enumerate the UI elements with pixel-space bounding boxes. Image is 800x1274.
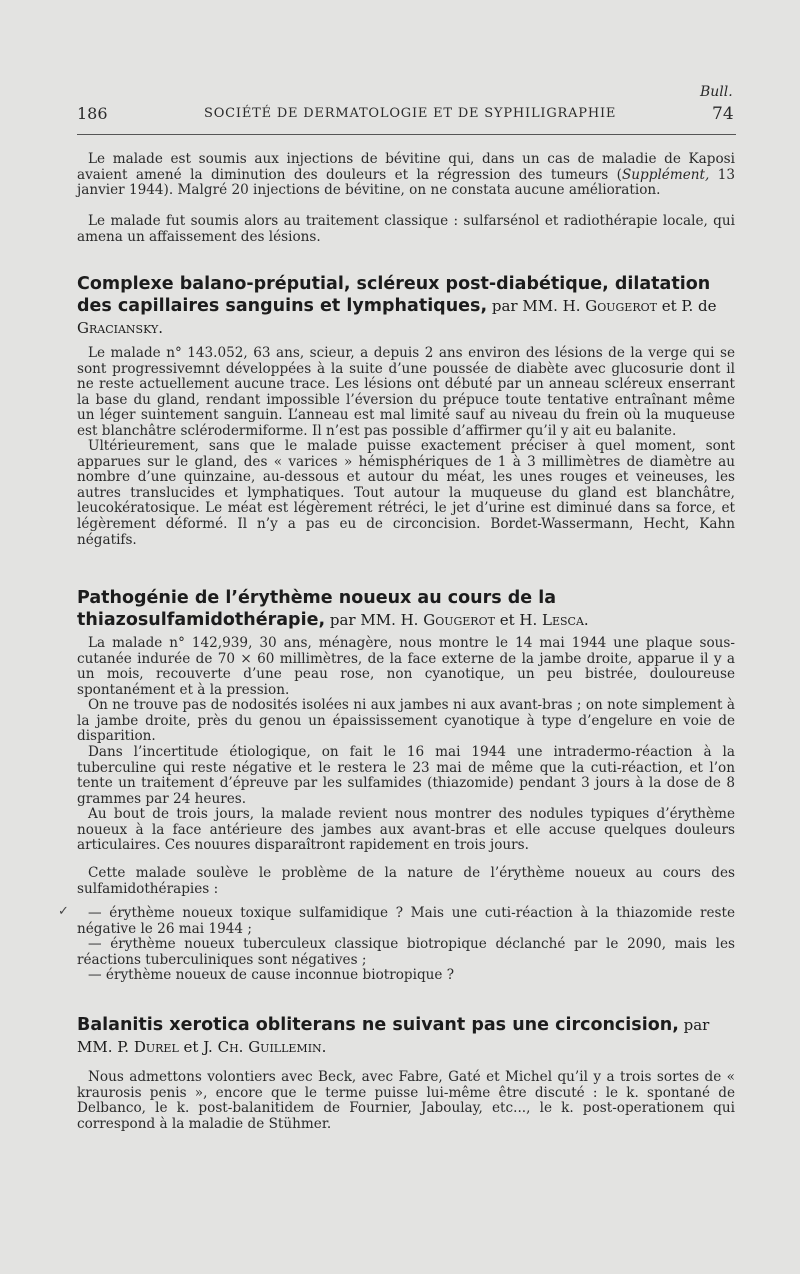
article-2-title: Pathogénie de l’érythème noueux au cours de la thiazosulfamidothérapie, par MM. H. Gougerot et H. Lesca.	[77, 588, 589, 630]
article-2-paragraph-2: On ne trouve pas de nodosités isolées ni aux jambes ni aux avant-bras ; on note simplement à la jambe droite, près du genou un épaississement cyanotique à type d’engelure en voie de disparition.	[77, 697, 735, 745]
article-1-paragraph-2: Ultérieurement, sans que le malade puisse exactement préciser à quel moment, sont apparues sur le gland, des « varices » hémisphériques de 1 à 3 millimètres de diamètre au nombre d’une quinzaine, au-dessous et autour du méat, les unes rouges et veineuses, les autres translucides et lymphatiques. Tout autour la muqueuse du gland est blanchâtre, leucokératosique. Le méat est légèrement rétréci, le jet d’urine est diminué dans sa force, et légèrement déformé. Il n’y a pas eu de circoncision. Bordet-Wassermann, Hecht, Kahn négatifs.	[77, 438, 735, 548]
article-2-paragraph-1: La malade n° 142,939, 30 ans, ménagère, nous montre le 14 mai 1944 une plaque sous-cutanée indurée de 70 × 60 millimètres, de la face externe de la jambe droite, apparue il y a un mois, recouverte d’une peau rose, non cyanotique, un peu bistrée, douloureuse spontanément et à la pression.	[77, 635, 735, 698]
article-2-paragraph-7: — érythème noueux tuberculeux classique biotropique déclanché par le 2090, mais les réactions tuberculiniques sont négatives ;	[77, 936, 735, 968]
article-2-paragraph-3: Dans l’incertitude étiologique, on fait le 16 mai 1944 une intradermo-réaction à la tuberculine qui reste négative et le restera le 23 mai de même que la cuti-réaction, et l’on tente un traitement d’épreuve par les sulfamides (thiazomide) pendant 3 jours à la dose de 8 grammes par 24 heures.	[77, 744, 735, 807]
article-1-title: Complexe balano-préputial, scléreux post-diabétique, dilatation des capillaires sanguins et lymphatiques, par MM. H. Gougerot et P. de Graciansky.	[77, 274, 717, 337]
article-3-title: Balanitis xerotica obliterans ne suivant pas une circoncision, par MM. P. Durel et J. Ch. Guillemin.	[77, 1015, 710, 1056]
bulletin-abbrev: Bull.	[700, 84, 733, 100]
intro-paragraph-2: Le malade fut soumis alors au traitement classique : sulfarsénol et radiothérapie locale, qui amena un affaissement des lésions.	[77, 213, 735, 245]
article-3-paragraph-1: Nous admettons volontiers avec Beck, avec Fabre, Gaté et Michel qu’il y a trois sortes de « kraurosis penis », encore que le terme puisse lui-même être discuté : le k. spontané de Delbanco, le k. post-balanitidem de Fournier, Jaboulay, etc..., le k. post-operationem qui correspond à la maladie de Stühmer.	[77, 1069, 735, 1132]
running-head: SOCIÉTÉ DE DERMATOLOGIE ET DE SYPHILIGRAPHIE	[204, 106, 617, 121]
article-2-paragraph-8: — érythème noueux de cause inconnue biotropique ?	[88, 967, 455, 983]
header-rule	[77, 134, 736, 135]
page-number: 186	[77, 104, 108, 123]
article-2-paragraph-6: — érythème noueux toxique sulfamidique ? Mais une cuti-réaction à la thiazomide reste négative le 26 mai 1944 ;	[77, 905, 735, 937]
margin-check-mark: ✓	[58, 904, 69, 919]
intro-paragraph-1: Le malade est soumis aux injections de bévitine qui, dans un cas de maladie de Kaposi avaient amené la diminution des douleurs et la régression des tumeurs (Supplément, 13 janvier 1944). Malgré 20 injections de bévitine, on ne constata aucune amélioration.	[77, 151, 735, 199]
article-2-paragraph-4: Au bout de trois jours, la malade revient nous montrer des nodules typiques d’érythème noueux à la face antérieure des jambes aux avant-bras et elle accuse quelques douleurs articulaires. Ces nouures disparaîtront rapidement en trois jours.	[77, 806, 735, 854]
article-2-paragraph-5: Cette malade soulève le problème de la nature de l’érythème noueux au cours des sulfamidothérapies :	[77, 865, 735, 897]
volume-number: 74	[712, 104, 734, 124]
article-1-paragraph-1: Le malade n° 143.052, 63 ans, scieur, a depuis 2 ans environ des lésions de la verge qui se sont progressivemnt développées à la suite d’une poussée de diabète avec glucosurie dont il ne reste actuellement aucune trace. Les lésions ont débuté par un anneau scléreux enserrant la base du gland, rendant impossible l’éversion du prépuce toute tentative entraînant même un léger suintement sanguin. L’anneau est mal limité sauf au niveau du frein où la muqueuse est blanchâtre sclérodermiforme. Il n’est pas possible d’affirmer qu’il y ait eu balanite.	[77, 345, 735, 439]
